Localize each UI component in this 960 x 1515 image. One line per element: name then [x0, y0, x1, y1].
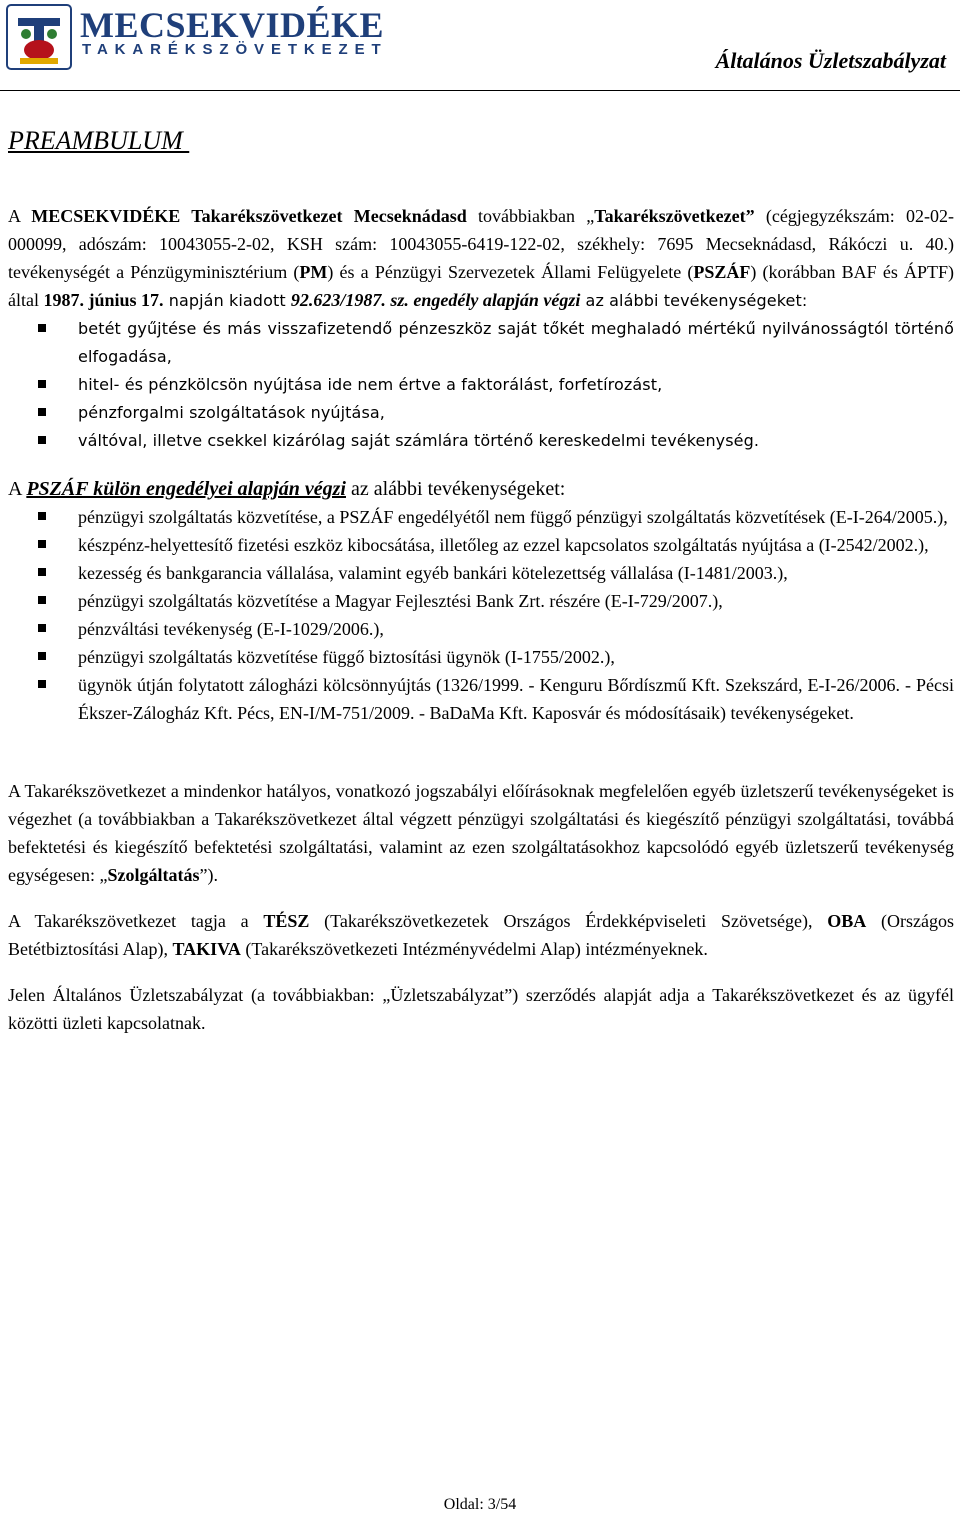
list-item: hitel- és pénzkölcsön nyújtása ide nem értve a faktorálást, forfetírozást,	[8, 371, 954, 399]
activities-list	[8, 315, 954, 455]
logo-subtitle: TAKARÉKSZÖVETKEZET	[82, 41, 388, 58]
takarekszovetkezet-logo-icon	[6, 4, 72, 70]
list-item: készpénz-helyettesítő fizetési eszköz kibocsátása, illetőleg az ezzel kapcsolatos szolgáltatás nyújtása a (I-2542/2002.),	[8, 531, 954, 559]
contract-basis-paragraph: Jelen Általános Üzletszabályzat (a továbbiakban: „Üzletszabályzat”) szerződés alapját adja a Takarékszövetkezet és az ügyfél közötti üzleti kapcsolatnak.	[8, 985, 954, 1033]
section-heading: PREAMBULUM	[8, 126, 190, 155]
list-item: pénzügyi szolgáltatás közvetítése függő biztosítási ügynök (I-1755/2002.),	[8, 643, 954, 671]
page-header	[0, 0, 960, 91]
list-item: pénzváltási tevékenység (E-I-1029/2006.),	[8, 615, 954, 643]
other-services-paragraph: A Takarékszövetkezet a mindenkor hatályos, vonatkozó jogszabályi előírásoknak megfelelően egyéb üzletszerű tevékenységeket is végezhet (a továbbiakban a Takarékszövetkezet által végzett pénzügyi szolgáltatási és kiegészítő pénzügyi szolgáltatási, továbbá befektetési és kiegészítő befektetési szolgáltatási, valamint az ezen szolgáltatásokhoz kapcsolódó egyéb üzletszerű tevékenység egységesen: „Szolgáltatás”).	[8, 781, 954, 885]
list-item: pénzügyi szolgáltatás közvetítése, a PSZÁF engedélyétől nem függő pénzügyi szolgáltatás közvetítések (E-I-264/2005.),	[8, 503, 954, 531]
intro-paragraph: A MECSEKVIDÉKE Takarékszövetkezet Mecseknádasd továbbiakban „Takarékszövetkezet” (cégjegyzékszám: 02-02-000099, adószám: 10043055-2-02, KSH szám: 10043055-6419-122-02, székhely: 7695 Mecseknádasd, Rákóczi u. 40.) tevékenységét a Pénzügyminisztérium (PM) és a Pénzügyi Szervezetek Állami Felügyelete (PSZÁF) (korábban BAF és ÁPTF) által 1987. június 17. napján kiadott 92.623/1987. sz. engedély alapján végzi az alábbi tevékenységeket:	[8, 206, 954, 310]
list-item: betét gyűjtése és más visszafizetendő pénzeszköz saját tőkét meghaladó mértékű nyilvánosságtól történő elfogadása,	[8, 315, 954, 371]
membership-paragraph: A Takarékszövetkezet tagja a TÉSZ (Takarékszövetkezetek Országos Érdekképviseleti Szövetsége), OBA (Országos Betétbiztosítási Alap), TAKIVA (Takarékszövetkezeti Intézményvédelmi Alap) intézményeknek.	[8, 911, 955, 959]
document-title: Általános Üzletszabályzat	[715, 48, 946, 73]
logo-wordmark: MECSEKVIDÉKE	[80, 5, 385, 45]
list-item: ügynök útján folytatott zálogházi kölcsönnyújtás (1326/1999. - Kenguru Bőrdíszmű Kft. Szekszárd, E-I-26/2006. - Pécsi Ékszer-Zálogház Kft. Pécs, EN-I/M-751/2009. - BaDaMa Kft. Kaposvár és módosításaik) tevékenységeket.	[8, 671, 954, 727]
list-item: pénzforgalmi szolgáltatások nyújtása,	[8, 399, 954, 427]
list-item: kezesség és bankgarancia vállalása, valamint egyéb bankári kötelezettség vállalása (I-1481/2003.),	[8, 559, 954, 587]
document-body	[8, 202, 954, 1037]
list-item: váltóval, illetve csekkel kizárólag saját számlára történő kereskedelmi tevékenység.	[8, 427, 954, 455]
pszaf-activities-list	[8, 503, 954, 727]
list-item: pénzügyi szolgáltatás közvetítése a Magyar Fejlesztési Bank Zrt. részére (E-I-729/2007.),	[8, 587, 954, 615]
pszaf-paragraph: A PSZÁF külön engedélyei alapján végzi az alábbi tevékenységeket:	[8, 478, 566, 500]
page-number: Oldal: 3/54	[443, 1496, 517, 1513]
